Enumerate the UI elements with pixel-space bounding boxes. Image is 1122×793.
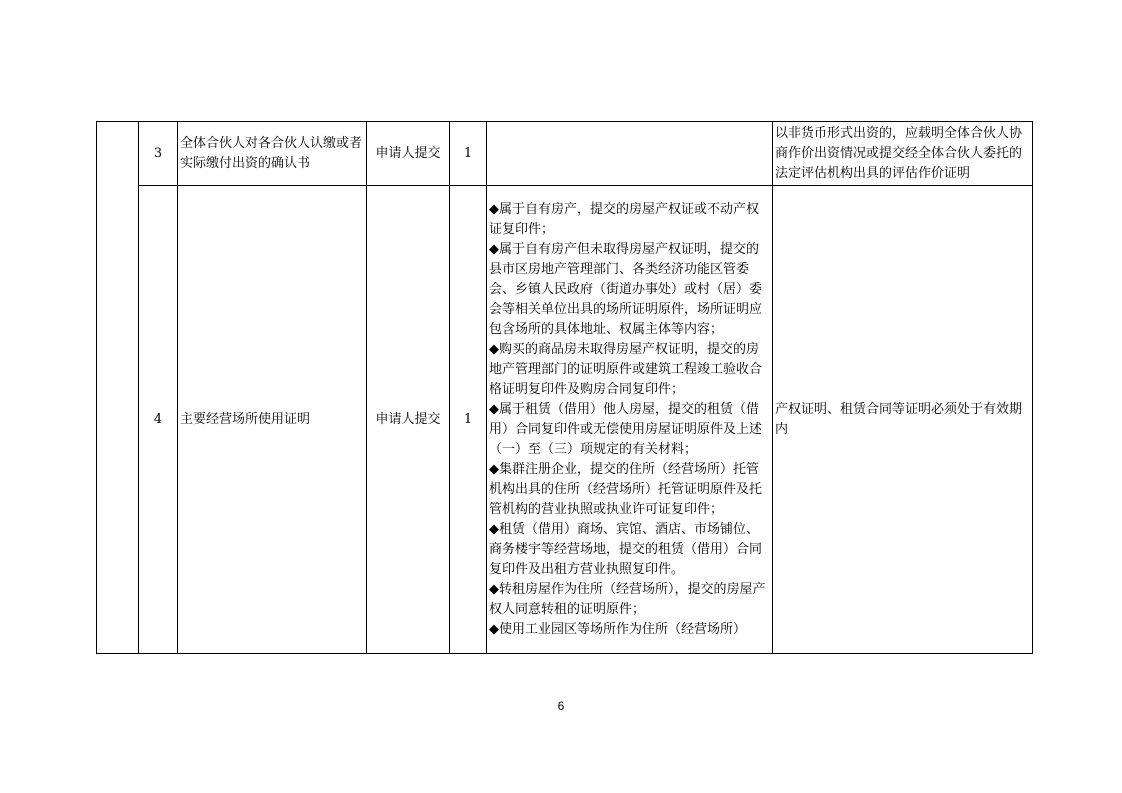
requirements-cell — [487, 186, 773, 654]
requirement-item: ◆租赁（借用）商场、宾馆、酒店、市场铺位、商务楼宇等经营场地，提交的租赁（借用）合同复印件及出租方营业执照复印件。 — [489, 521, 763, 577]
category-cell — [97, 122, 139, 654]
row-number: 4 — [139, 186, 178, 654]
page-number: 6 — [557, 699, 565, 713]
requirement-item: ◆集群注册企业，提交的住所（经营场所）托管机构出具的住所（经营场所）托管证明原件及托管机构的营业执照或执业许可证复印件； — [489, 461, 763, 517]
note-cell: 以非货币形式出资的，应载明全体合伙人协商作价出资情况或提交经全体合伙人委托的法定评估机构出具的评估作价证明 — [773, 122, 1033, 186]
requirement-item: ◆购买的商品房未取得房屋产权证明，提交的房地产管理部门的证明原件或建筑工程竣工验收合格证明复印件及购房合同复印件； — [489, 341, 763, 397]
row-number: 3 — [139, 122, 178, 186]
materials-table — [96, 121, 1033, 654]
material-source: 申请人提交 — [367, 122, 450, 186]
material-name: 全体合伙人对各合伙人认缴或者实际缴付出资的确认书 — [178, 122, 367, 186]
requirement-item: ◆属于自有房产，提交的房屋产权证或不动产权证复印件； — [489, 201, 759, 237]
requirement-item: ◆属于租赁（借用）他人房屋，提交的租赁（借用）合同复印件或无偿使用房屋证明原件及上述（一）至（三）项规定的有关材料； — [489, 401, 763, 457]
copy-count: 1 — [450, 186, 487, 654]
requirement-item: ◆使用工业园区等场所作为住所（经营场所） — [489, 621, 746, 637]
table-row — [97, 186, 1033, 654]
note-cell: 产权证明、租赁合同等证明必须处于有效期内 — [773, 186, 1033, 654]
requirement-item: ◆属于自有房产但未取得房屋产权证明，提交的县市区房地产管理部门、各类经济功能区管委会、乡镇人民政府（街道办事处）或村（居）委会等相关单位出具的场所证明原件，场所证明应包含场所的具体地址、权属主体等内容； — [489, 241, 763, 337]
requirements-cell — [487, 122, 773, 186]
material-source: 申请人提交 — [367, 186, 450, 654]
requirement-item: ◆转租房屋作为住所（经营场所），提交的房屋产权人同意转租的证明原件； — [489, 581, 766, 617]
copy-count: 1 — [450, 122, 487, 186]
material-name: 主要经营场所使用证明 — [178, 186, 367, 654]
table-row — [97, 122, 1033, 186]
